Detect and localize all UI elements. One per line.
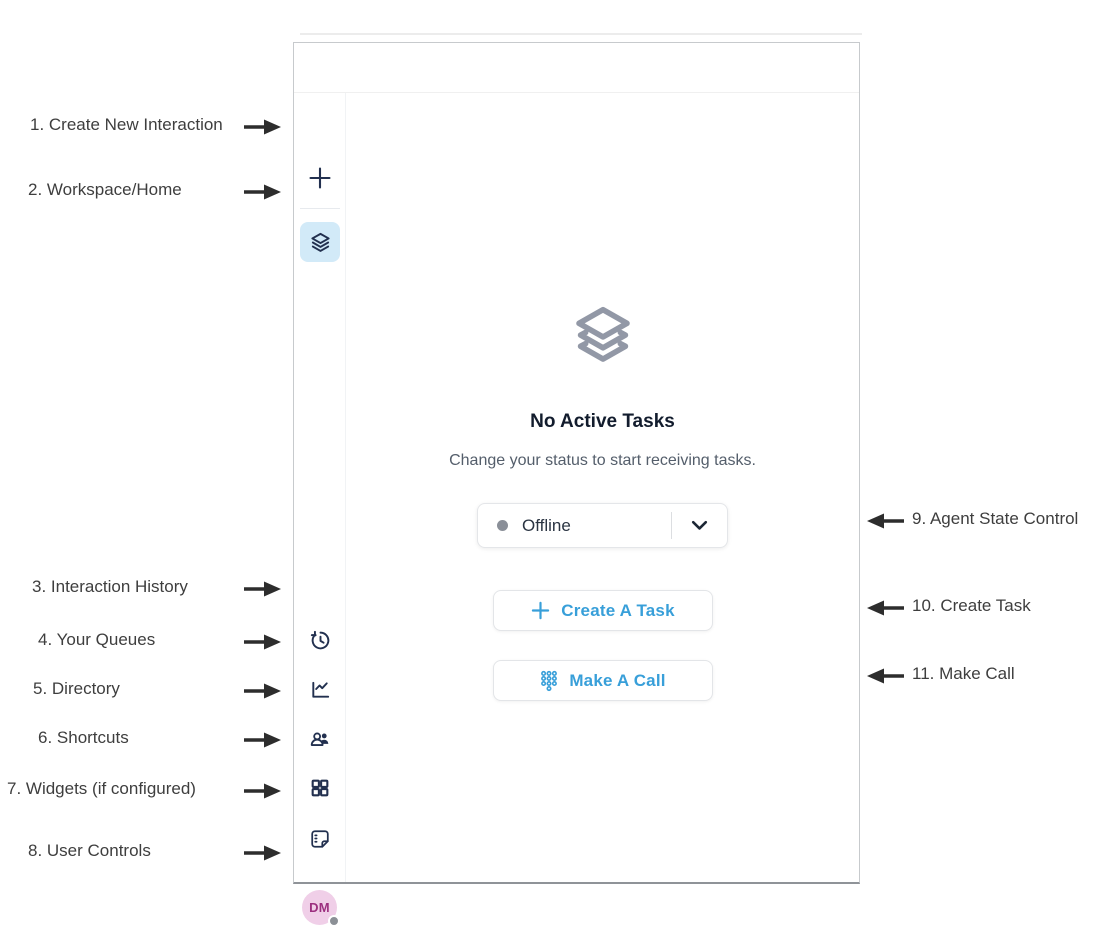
arrow-left-icon [866, 512, 906, 530]
line-chart-icon [309, 678, 332, 701]
agent-state-label: Offline [522, 515, 571, 535]
sidebar-item-shortcuts[interactable] [300, 768, 340, 808]
annotation-your-queues [0, 629, 284, 655]
arrow-left-icon [866, 599, 906, 617]
create-task-button[interactable] [493, 590, 713, 631]
annotation-make-call [866, 663, 1102, 689]
empty-state-subtitle: Change your status to start receiving tasks. [449, 452, 756, 469]
sidebar-item-interaction-history[interactable] [300, 620, 340, 660]
create-new-interaction-button[interactable] [300, 158, 340, 198]
agent-state-current [478, 516, 671, 536]
plus-icon [531, 601, 550, 620]
arrow-right-icon [242, 118, 282, 136]
presence-dot-icon [328, 915, 340, 927]
sidebar-divider [300, 208, 340, 209]
arrow-left-icon [866, 667, 906, 685]
annotation-label: 9. Agent State Control [912, 509, 1079, 528]
annotation-label: 2. Workspace/Home [28, 180, 182, 199]
cropped-edge-line [300, 33, 862, 35]
arrow-right-icon [242, 633, 282, 651]
make-call-button[interactable] [493, 660, 713, 701]
annotation-label: 6. Shortcuts [38, 728, 129, 747]
create-task-label: Create A Task [561, 600, 675, 620]
annotation-workspace-home [0, 179, 284, 205]
annotation-create-task [866, 595, 1102, 621]
layers-icon [309, 231, 332, 254]
annotation-label: 7. Widgets (if configured) [7, 779, 196, 798]
agent-state-expand[interactable] [672, 520, 727, 531]
window-header [294, 43, 859, 93]
annotation-directory [0, 678, 284, 704]
annotation-agent-state-control [866, 508, 1102, 534]
status-dot-icon [497, 520, 508, 531]
arrow-right-icon [242, 782, 282, 800]
annotation-label: 8. User Controls [28, 841, 151, 860]
arrow-right-icon [242, 731, 282, 749]
widget-icon [309, 828, 331, 850]
sidebar-item-workspace-home[interactable] [300, 222, 340, 262]
annotation-create-new-interaction [0, 114, 284, 140]
annotation-user-controls [0, 840, 284, 866]
sidebar [294, 93, 346, 915]
annotation-label: 10. Create Task [912, 596, 1031, 615]
arrow-right-icon [242, 844, 282, 862]
dialpad-icon [540, 670, 558, 692]
task-canvas [346, 93, 859, 882]
history-icon [309, 629, 332, 652]
annotation-shortcuts [0, 727, 284, 753]
empty-state-title: No Active Tasks [530, 411, 675, 432]
arrow-right-icon [242, 682, 282, 700]
annotation-label: 1. Create New Interaction [30, 115, 223, 134]
people-icon [309, 728, 332, 751]
plus-icon [307, 165, 333, 191]
annotation-label: 5. Directory [33, 679, 120, 698]
make-call-label: Make A Call [569, 670, 666, 690]
agent-state-dropdown[interactable] [477, 503, 728, 548]
grid-icon [309, 777, 331, 799]
annotation-interaction-history [0, 576, 284, 602]
avatar-initials: DM [309, 900, 330, 915]
annotation-label: 3. Interaction History [32, 577, 188, 596]
annotation-widgets [0, 778, 284, 804]
annotation-label: 4. Your Queues [38, 630, 156, 649]
chevron-down-icon [691, 520, 708, 531]
arrow-right-icon [242, 183, 282, 201]
agent-desktop-window [293, 42, 860, 915]
sidebar-item-directory[interactable] [300, 719, 340, 759]
sidebar-item-widgets[interactable] [300, 819, 340, 859]
annotation-label: 11. Make Call [912, 664, 1015, 683]
user-controls-avatar[interactable] [302, 890, 337, 925]
layers-icon [571, 302, 635, 366]
arrow-right-icon [242, 580, 282, 598]
sidebar-item-your-queues[interactable] [300, 669, 340, 709]
